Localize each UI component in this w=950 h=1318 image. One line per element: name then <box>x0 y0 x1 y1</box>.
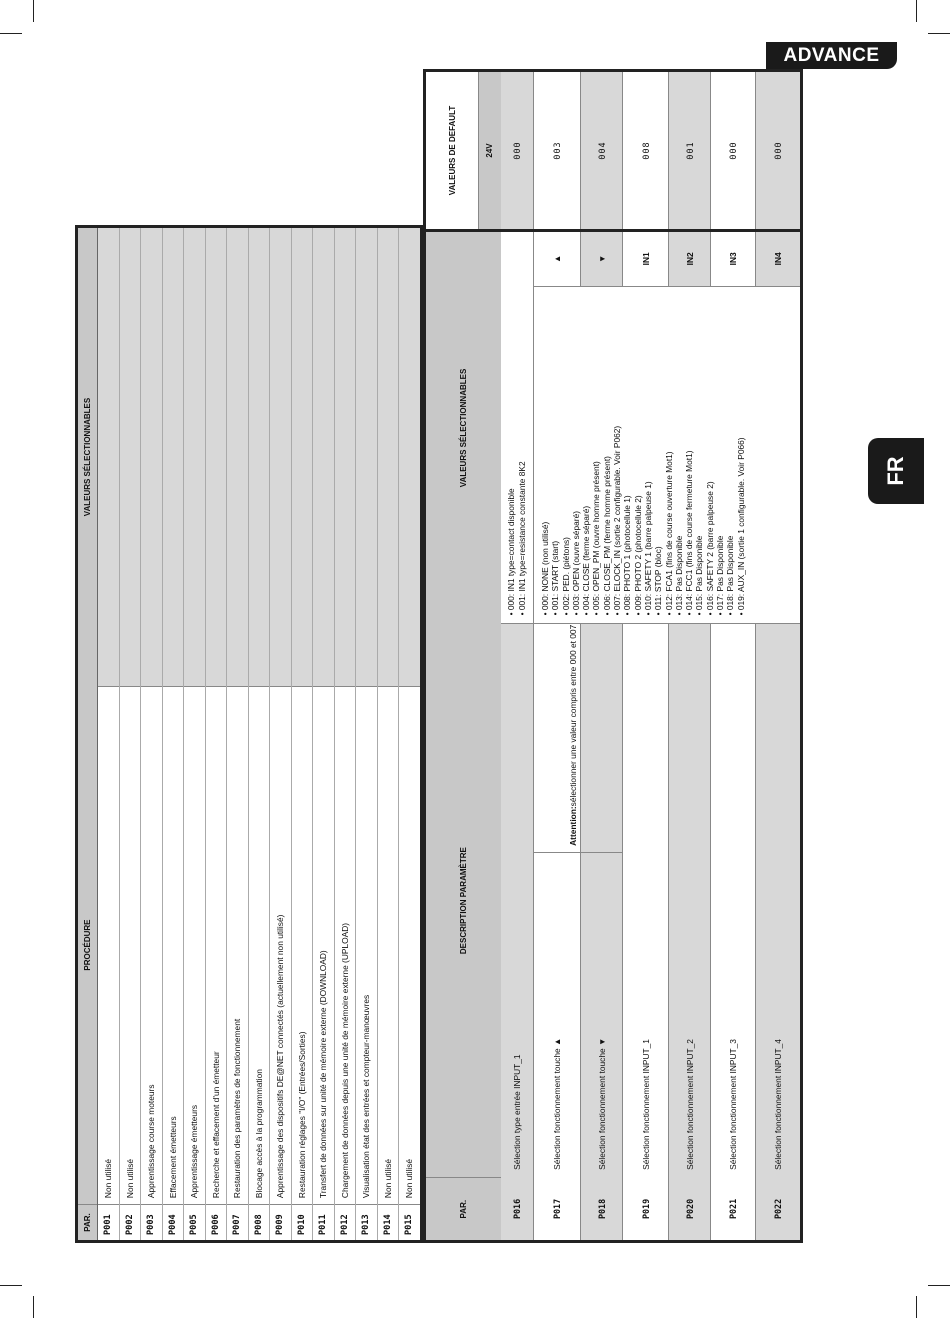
value-item: • 008: PHOTO 1 (photocellule 1) <box>622 495 633 616</box>
table-row <box>141 227 163 1242</box>
param-code: P014 <box>377 1205 399 1242</box>
selectable-values <box>248 227 270 687</box>
selectable-values <box>205 227 227 687</box>
param-description <box>534 624 581 1178</box>
language-tab <box>868 438 924 504</box>
value-item: • 003: OPEN (ouvre séparé) <box>570 510 581 616</box>
header-values: VALEURS SÉLECTIONNABLES <box>425 230 501 623</box>
param-description: Sélection fonctionnement INPUT_4 <box>756 624 802 1178</box>
parameter-table <box>423 69 803 1243</box>
selectable-values <box>356 227 378 687</box>
table-row <box>162 227 184 1242</box>
value-item: • 000: NONE (non utilisé) <box>540 521 550 616</box>
procedure-text: Non utilisé <box>399 686 422 1205</box>
param-code: P019 <box>623 1178 669 1242</box>
table-row <box>711 71 756 1242</box>
header-par: PAR. <box>425 1178 501 1242</box>
param-code: P020 <box>669 1178 711 1242</box>
procedure-text: Blocage accès à la programmation <box>248 686 270 1205</box>
table-row <box>270 227 292 1242</box>
procedure-text: Apprentissage émetteurs <box>184 686 206 1205</box>
procedure-text: Recherche et effacement d'un émetteur <box>205 686 227 1205</box>
io-indicator: IN4 <box>756 230 802 286</box>
attention-text: sélectionner une valeur compris entre 000 et 007 <box>568 624 578 807</box>
param-values <box>501 230 534 623</box>
value-item: • 004: CLOSE (ferme séparé) <box>581 505 592 616</box>
procedure-text: Restauration réglages "I/O" (Entrées/Sorties) <box>291 686 313 1205</box>
param-code: P022 <box>756 1178 802 1242</box>
value-item: • 010: SAFETY 1 (barre palpeuse 1) <box>642 481 653 616</box>
crop-mark <box>928 1285 950 1286</box>
procedure-text: Apprentissage course moteurs <box>141 686 163 1205</box>
selectable-values <box>162 227 184 687</box>
procedure-text: Effacement émetteurs <box>162 686 184 1205</box>
selectable-values <box>184 227 206 687</box>
selectable-values <box>270 227 292 687</box>
param-code: P007 <box>227 1205 249 1242</box>
param-code: P009 <box>270 1205 292 1242</box>
procedure-text: Chargement de données depuis une unité de mémoire externe (UPLOAD) <box>334 686 356 1205</box>
table-row <box>119 227 141 1242</box>
table-row <box>669 71 711 1242</box>
param-description: Sélection fonctionnement INPUT_2 <box>669 624 711 1178</box>
param-code: P011 <box>313 1205 335 1242</box>
procedure-text: Non utilisé <box>119 686 141 1205</box>
param-description: Sélection fonctionnement INPUT_3 <box>711 624 756 1178</box>
param-description: Sélection type entrée INPUT_1 <box>501 624 534 1178</box>
param-code: P012 <box>334 1205 356 1242</box>
value-item: • 002: PED. (piétons) <box>560 537 571 616</box>
param-code: P005 <box>184 1205 206 1242</box>
param-description <box>581 624 623 1178</box>
header-par: PAR. <box>77 1205 98 1242</box>
value-item: • 001: START (start) <box>550 540 561 616</box>
input-values-list <box>534 286 802 624</box>
table-row <box>313 227 335 1242</box>
language-label: FR <box>883 456 908 486</box>
param-description-text: Sélection fonctionnement touche ▲ <box>552 1037 562 1170</box>
table-row <box>623 71 669 1242</box>
param-code: P018 <box>581 1178 623 1242</box>
table-row <box>227 227 249 1242</box>
param-default: 004 <box>581 71 623 231</box>
value-item: • 013: Pas Disponible <box>673 535 684 616</box>
param-code: P016 <box>501 1178 534 1242</box>
table-row <box>248 227 270 1242</box>
value-item: • 018: Pas Disponible <box>725 535 736 616</box>
table-row <box>581 71 623 1242</box>
value-item: • 007: ELOCK_IN (sortie 2 configurable. Voir P062) <box>612 425 623 616</box>
param-default: 000 <box>711 71 756 231</box>
selectable-values <box>119 227 141 687</box>
param-code: P017 <box>534 1178 581 1242</box>
crop-mark <box>33 0 34 22</box>
attention-label: Attention: <box>568 806 578 846</box>
param-default: 008 <box>623 71 669 231</box>
io-indicator: IN1 <box>623 230 669 286</box>
procedure-table-header <box>77 227 98 1242</box>
header-voltage: 24V <box>479 71 501 231</box>
table-row <box>501 71 534 1242</box>
param-code: P021 <box>711 1178 756 1242</box>
param-description: Sélection fonctionnement INPUT_1 <box>623 624 669 1178</box>
param-code: P008 <box>248 1205 270 1242</box>
brand-label: ADVANCE <box>783 44 880 66</box>
table-row <box>399 227 422 1242</box>
param-default: 001 <box>669 71 711 231</box>
selectable-values <box>334 227 356 687</box>
selectable-values <box>98 227 120 687</box>
attention-note <box>534 624 580 852</box>
value-item: • 015: Pas Disponible <box>694 535 705 616</box>
io-indicator: ▼ <box>581 230 623 286</box>
brand-badge <box>766 42 897 69</box>
param-code: P006 <box>205 1205 227 1242</box>
param-code: P002 <box>119 1205 141 1242</box>
procedure-table <box>75 225 423 1243</box>
value-item: • 012: FCA1 (fins de course ouverture Mot1) <box>663 451 674 616</box>
table-row <box>756 71 802 1242</box>
table-row <box>291 227 313 1242</box>
parameter-table-wrapper <box>423 69 803 1243</box>
value-item: • 005: OPEN_PM (ouvre homme présent) <box>591 461 602 616</box>
selectable-values <box>291 227 313 687</box>
procedure-text: Visualisation état des entrées et compteur-manœuvres <box>356 686 378 1205</box>
param-code: P001 <box>98 1205 120 1242</box>
selectable-values <box>399 227 422 687</box>
selectable-values <box>141 227 163 687</box>
header-defaults: VALEURS DE DEFAULT <box>425 71 479 231</box>
header-values: VALEURS SÉLECTIONNABLES <box>77 227 98 687</box>
crop-mark <box>0 1285 22 1286</box>
crop-mark <box>0 33 22 34</box>
procedure-text: Apprentissage des dispositifs DE@NET connectés (actuellement non utilisé) <box>270 686 292 1205</box>
param-description-text: Sélection fonctionnement touche ▼ <box>596 1037 607 1170</box>
io-indicator: ▲ <box>534 230 581 286</box>
io-indicator: IN3 <box>711 230 756 286</box>
value-item: • 016: SAFETY 2 (barre palpeuse 2) <box>704 481 715 616</box>
procedure-text: Non utilisé <box>377 686 399 1205</box>
procedure-text: Restauration des paramètres de fonctionnement <box>227 686 249 1205</box>
selectable-values <box>377 227 399 687</box>
param-code: P010 <box>291 1205 313 1242</box>
header-description: DESCRIPTION PARAMÈTRE <box>425 624 501 1178</box>
value-item: • 009: PHOTO 2 (photocellule 2) <box>632 495 643 616</box>
param-default: 003 <box>534 71 581 231</box>
procedure-text: Non utilisé <box>98 686 120 1205</box>
value-item: • 000: IN1 type=contact disponible <box>506 488 517 616</box>
crop-mark <box>33 1296 34 1318</box>
table-row <box>356 227 378 1242</box>
table-row <box>184 227 206 1242</box>
procedure-table-wrapper <box>75 225 423 1243</box>
param-code: P003 <box>141 1205 163 1242</box>
value-item: • 019: AUX_IN (sortie 1 configurable. Voir P066) <box>735 437 746 616</box>
param-default: 000 <box>756 71 802 231</box>
param-code: P004 <box>162 1205 184 1242</box>
value-item: • 017: Pas Disponible <box>715 535 726 616</box>
io-indicator: IN2 <box>669 230 711 286</box>
table-row <box>377 227 399 1242</box>
crop-mark <box>916 0 917 22</box>
param-code: P015 <box>399 1205 422 1242</box>
value-item: • 014: FCC1 (fins de course fermeture Mot1) <box>684 450 695 616</box>
value-item: • 001: IN1 type=resistance constante 8K2 <box>516 461 527 616</box>
table-row <box>98 227 120 1242</box>
value-item: • 006: CLOSE_PM (ferme homme présent) <box>601 456 612 616</box>
table-row <box>334 227 356 1242</box>
crop-mark <box>916 1296 917 1318</box>
header-procedure: PROCÉDURE <box>77 686 98 1205</box>
parameter-table-header <box>425 71 479 1242</box>
selectable-values <box>313 227 335 687</box>
selectable-values <box>227 227 249 687</box>
procedure-text: Transfert de données sur unité de mémoire externe (DOWNLOAD) <box>313 686 335 1205</box>
value-item: • 011: STOP (bloc) <box>653 546 664 616</box>
crop-mark <box>928 33 950 34</box>
param-code: P013 <box>356 1205 378 1242</box>
table-row <box>534 71 581 1242</box>
param-default: 000 <box>501 71 534 231</box>
table-row <box>205 227 227 1242</box>
